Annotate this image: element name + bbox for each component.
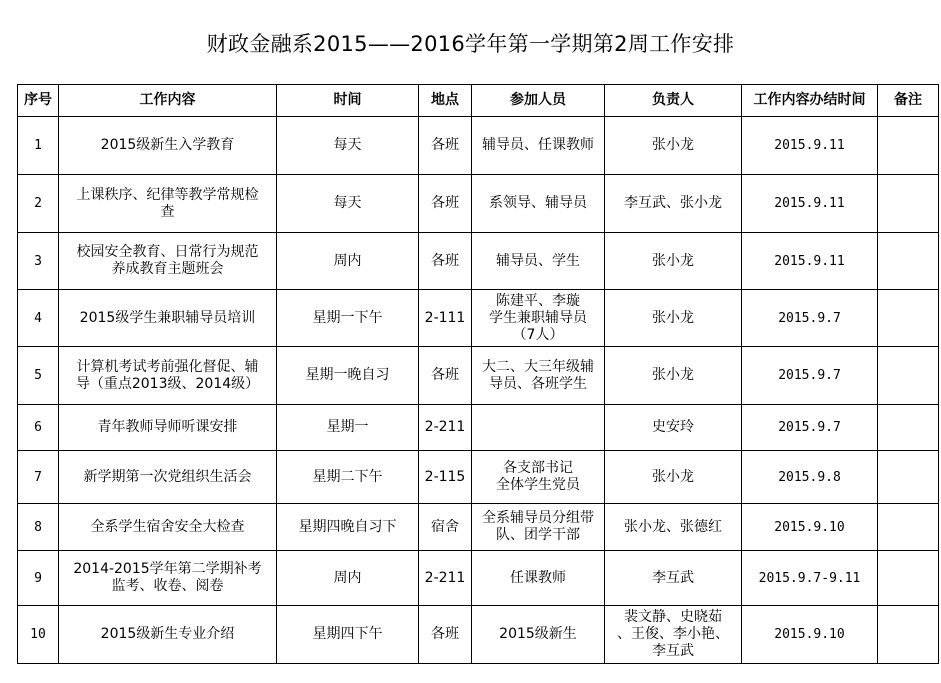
person-in-charge-cell: 李互武、张小龙 [605,175,742,233]
remarks-cell [878,117,939,175]
completion-date-cell: 2015.9.11 [742,175,878,233]
completion-date-cell: 2015.9.10 [742,606,878,664]
completion-date-cell: 2015.9.7 [742,405,878,451]
completion-date-cell: 2015.9.7 [742,290,878,347]
remarks-cell [878,405,939,451]
person-in-charge-cell: 李互武 [605,551,742,606]
participants-cell: 辅导员、任课教师 [472,117,605,175]
work-content-cell: 计算机考试考前强化督促、辅 导（重点2013级、2014级） [59,347,277,405]
header-cell: 地点 [419,85,472,117]
remarks-cell [878,347,939,405]
participants-cell [472,405,605,451]
location-cell: 2-111 [419,290,472,347]
completion-date-cell: 2015.9.10 [742,504,878,551]
person-in-charge-cell: 张小龙 [605,451,742,504]
row-number-cell: 9 [18,551,59,606]
table-row [18,405,939,451]
row-number-cell: 6 [18,405,59,451]
participants-cell: 任课教师 [472,551,605,606]
work-content-cell: 2015级学生兼职辅导员培训 [59,290,277,347]
header-cell: 工作内容办结时间 [742,85,878,117]
work-content-cell: 2015级新生入学教育 [59,117,277,175]
remarks-cell [878,290,939,347]
time-cell: 星期一晚自习 [277,347,419,405]
person-in-charge-cell: 张小龙 [605,233,742,290]
row-number-cell: 1 [18,117,59,175]
participants-cell: 全系辅导员分组带 队、团学干部 [472,504,605,551]
location-cell: 2-211 [419,551,472,606]
work-content-cell: 2014-2015学年第二学期补考 监考、收卷、阅卷 [59,551,277,606]
work-content-cell: 2015级新生专业介绍 [59,606,277,664]
header-cell: 参加人员 [472,85,605,117]
completion-date-cell: 2015.9.7 [742,347,878,405]
work-content-cell: 校园安全教育、日常行为规范 养成教育主题班会 [59,233,277,290]
header-row [18,85,939,117]
time-cell: 每天 [277,117,419,175]
completion-date-cell: 2015.9.7-9.11 [742,551,878,606]
location-cell: 各班 [419,347,472,405]
header-cell: 负责人 [605,85,742,117]
remarks-cell [878,233,939,290]
row-number-cell: 3 [18,233,59,290]
table-row [18,175,939,233]
table-row [18,117,939,175]
work-content-cell: 新学期第一次党组织生活会 [59,451,277,504]
table-row [18,606,939,664]
remarks-cell [878,606,939,664]
participants-cell: 辅导员、学生 [472,233,605,290]
remarks-cell [878,504,939,551]
table-row [18,233,939,290]
person-in-charge-cell: 张小龙 [605,117,742,175]
work-content-cell: 青年教师导师听课安排 [59,405,277,451]
time-cell: 星期二下午 [277,451,419,504]
remarks-cell [878,551,939,606]
row-number-cell: 7 [18,451,59,504]
work-content-cell: 上课秩序、纪律等教学常规检 查 [59,175,277,233]
person-in-charge-cell: 史安玲 [605,405,742,451]
table-row [18,451,939,504]
completion-date-cell: 2015.9.8 [742,451,878,504]
location-cell: 2-211 [419,405,472,451]
location-cell: 各班 [419,175,472,233]
table-row [18,290,939,347]
row-number-cell: 4 [18,290,59,347]
table-row [18,347,939,405]
remarks-cell [878,451,939,504]
person-in-charge-cell: 张小龙 [605,290,742,347]
location-cell: 2-115 [419,451,472,504]
header-cell: 工作内容 [59,85,277,117]
time-cell: 周内 [277,233,419,290]
completion-date-cell: 2015.9.11 [742,233,878,290]
page-title: 财政金融系2015——2016学年第一学期第2周工作安排 [206,32,735,56]
header-cell: 序号 [18,85,59,117]
work-content-cell: 全系学生宿舍安全大检查 [59,504,277,551]
time-cell: 星期四下午 [277,606,419,664]
participants-cell: 陈建平、李璇 学生兼职辅导员 （7人） [472,290,605,347]
participants-cell: 系领导、辅导员 [472,175,605,233]
remarks-cell [878,175,939,233]
time-cell: 每天 [277,175,419,233]
person-in-charge-cell: 张小龙、张德红 [605,504,742,551]
time-cell: 星期一下午 [277,290,419,347]
table-row [18,504,939,551]
participants-cell: 大二、大三年级辅 导员、各班学生 [472,347,605,405]
time-cell: 星期一 [277,405,419,451]
table-row [18,551,939,606]
location-cell: 各班 [419,233,472,290]
row-number-cell: 10 [18,606,59,664]
row-number-cell: 2 [18,175,59,233]
person-in-charge-cell: 张小龙 [605,347,742,405]
person-in-charge-cell: 裴文静、史晓茹 、王俊、李小艳、 李互武 [605,606,742,664]
location-cell: 宿舍 [419,504,472,551]
schedule-table [17,84,939,664]
location-cell: 各班 [419,117,472,175]
header-cell: 时间 [277,85,419,117]
location-cell: 各班 [419,606,472,664]
participants-cell: 各支部书记 全体学生党员 [472,451,605,504]
participants-cell: 2015级新生 [472,606,605,664]
time-cell: 星期四晚自习下 [277,504,419,551]
completion-date-cell: 2015.9.11 [742,117,878,175]
header-cell: 备注 [878,85,939,117]
time-cell: 周内 [277,551,419,606]
row-number-cell: 8 [18,504,59,551]
row-number-cell: 5 [18,347,59,405]
